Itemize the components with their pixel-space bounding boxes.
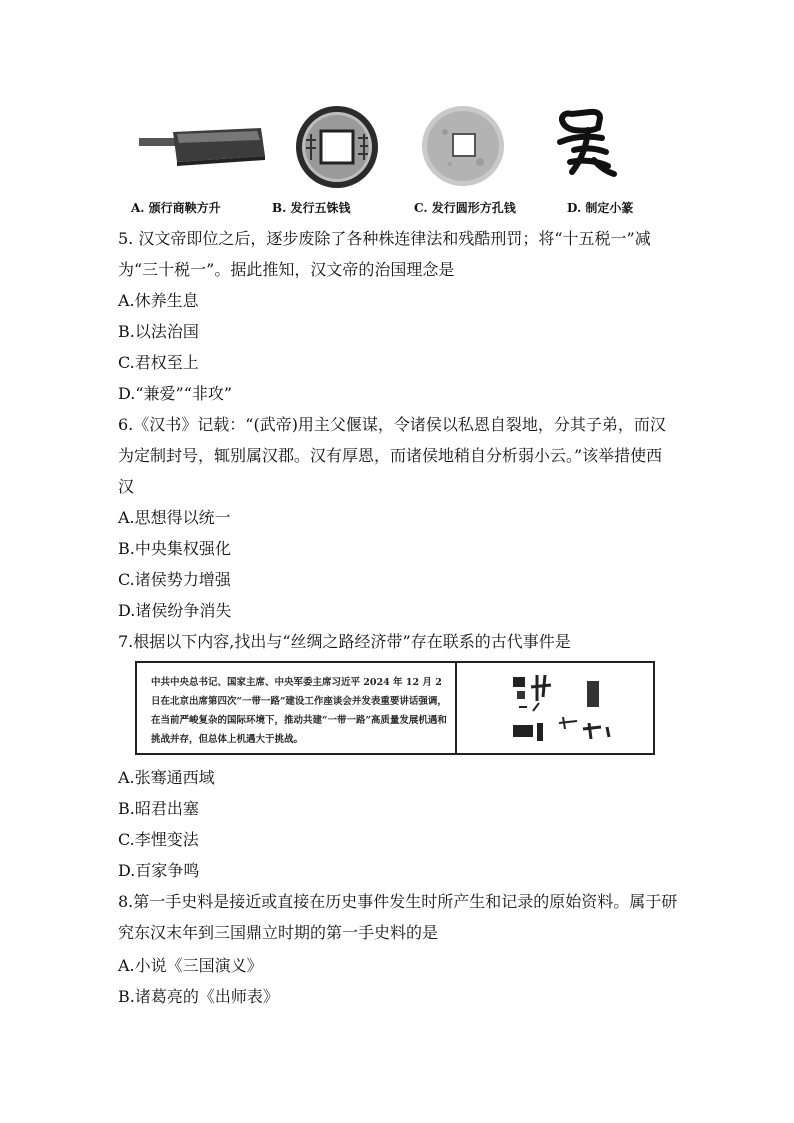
small-seal-script-image [550,108,620,180]
q7-option-a[interactable]: A.张骞通西域 [118,768,215,787]
q5-option-c[interactable]: C.君权至上 [118,353,199,372]
q6-stem-line1: 6.《汉书》记载：“(武帝)用主父偃谋，令诸侯以私恩自裂地，分其子弟，而汉 [118,415,666,434]
q6-stem-line2: 为定制封号，辄别属汉郡。汉有厚恩，而诸侯地稍自分析弱小云。”该举措使西 [118,446,663,465]
news-excerpt-box [135,661,655,755]
round-coin-square-hole-image [420,104,506,188]
caption-d: D. 制定小篆 [567,201,634,215]
q5-option-a[interactable]: A.休养生息 [118,291,199,310]
q5-stem-line1: 5. 汉文帝即位之后，逐步废除了各种株连律法和残酷刑罚；将“十五税一”减 [118,229,651,248]
q6-option-b[interactable]: B.中央集权强化 [118,539,231,558]
q7-option-d[interactable]: D.百家争鸣 [118,861,200,880]
q8-stem-line2: 究东汉末年到三国鼎立时期的第一手史料的是 [118,923,439,942]
q6-option-d[interactable]: D.诸侯纷争消失 [118,601,232,620]
q7-option-c[interactable]: C.李悝变法 [118,830,199,849]
q5-option-b[interactable]: B.以法治国 [118,322,199,341]
caption-a: A. 颁行商鞅方升 [131,201,221,215]
q5-stem-line2: 为“三十税一”。据此推知，汉文帝的治国理念是 [118,260,455,279]
caption-c: C. 发行圆形方孔钱 [414,201,516,215]
calligraphy-image [467,667,649,749]
wuzhu-coin-image [294,104,380,190]
q5-option-d[interactable]: D.“兼爱”“非攻” [118,384,233,403]
q6-option-c[interactable]: C.诸侯势力增强 [118,570,231,589]
q7-option-b[interactable]: B.昭君出塞 [118,799,199,818]
news-excerpt-text: 中共中央总书记、国家主席、中央军委主席习近平 2024 年 12 月 2 日在北京出席第四次“一带一路”建设工作座谈会并发表重要讲话强调，在当前严峻复杂的国际环境下，推动共建“一带一路”高质量发展机遇和挑战并存，但总体上机遇大于挑战。 [151,677,447,745]
news-box-divider [455,663,457,753]
q8-option-b[interactable]: B.诸葛亮的《出师表》 [118,987,279,1006]
caption-b: B. 发行五铢钱 [272,201,351,215]
q8-option-a[interactable]: A.小说《三国演义》 [118,956,263,975]
q7-stem: 7.根据以下内容,找出与“丝绸之路经济带”存在联系的古代事件是 [118,632,571,651]
q6-option-a[interactable]: A.思想得以统一 [118,508,231,527]
q6-stem-line3: 汉 [118,477,135,496]
shang-yang-measure-image [137,126,267,170]
q8-stem-line1: 8.第一手史料是接近或直接在历史事件发生时所产生和记录的原始资料。属于研 [118,892,678,911]
